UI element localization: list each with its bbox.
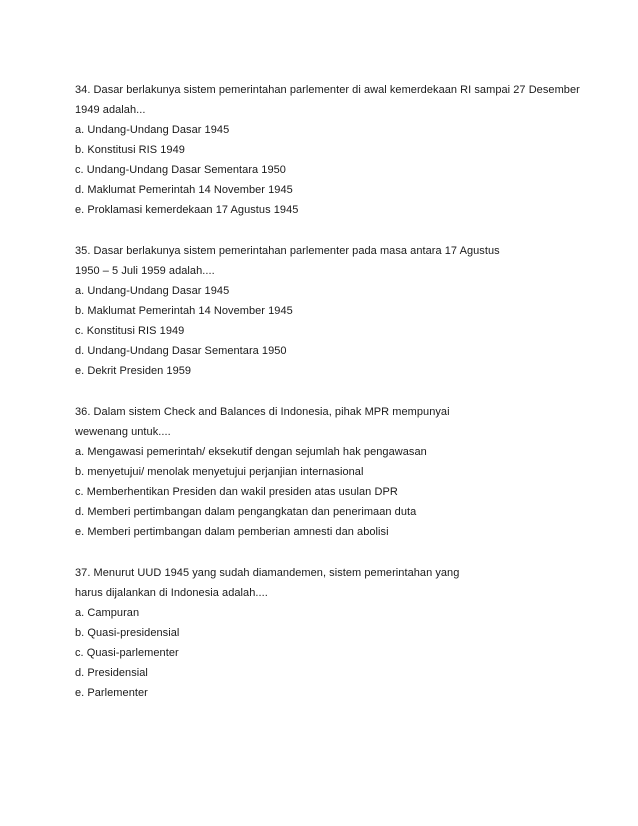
answer-option-b: b. menyetujui/ menolak menyetujui perjanjian internasional xyxy=(75,466,364,478)
answer-option-e: e. Memberi pertimbangan dalam pemberian amnesti dan abolisi xyxy=(75,526,389,538)
question-stem-line: 34. Dasar berlakunya sistem pemerintahan parlementer di awal kemerdekaan RI sampai 27 Desember xyxy=(75,84,580,96)
answer-option-b: b. Konstitusi RIS 1949 xyxy=(75,144,185,156)
answer-option-d: d. Maklumat Pemerintah 14 November 1945 xyxy=(75,184,293,196)
question-37 xyxy=(75,563,575,703)
question-stem-line: 37. Menurut UUD 1945 yang sudah diamandemen, sistem pemerintahan yang xyxy=(75,567,460,579)
answer-option-e: e. Dekrit Presiden 1959 xyxy=(75,365,192,377)
answer-option-c: c. Konstitusi RIS 1949 xyxy=(75,325,185,337)
answer-option-d: d. Presidensial xyxy=(75,667,148,679)
answer-option-a: a. Mengawasi pemerintah/ eksekutif dengan sejumlah hak pengawasan xyxy=(75,446,427,458)
answer-option-a: a. Campuran xyxy=(75,607,140,619)
answer-option-e: e. Proklamasi kemerdekaan 17 Agustus 1945 xyxy=(75,204,299,216)
answer-option-c: c. Memberhentikan Presiden dan wakil presiden atas usulan DPR xyxy=(75,486,398,498)
question-stem-line: 35. Dasar berlakunya sistem pemerintahan parlementer pada masa antara 17 Agustus xyxy=(75,245,500,257)
answer-option-b: b. Quasi-presidensial xyxy=(75,627,180,639)
answer-option-c: c. Undang-Undang Dasar Sementara 1950 xyxy=(75,164,286,176)
question-36 xyxy=(75,402,575,542)
question-stem-line: 1950 – 5 Juli 1959 adalah.... xyxy=(75,265,215,277)
answer-option-d: d. Undang-Undang Dasar Sementara 1950 xyxy=(75,345,287,357)
answer-option-a: a. Undang-Undang Dasar 1945 xyxy=(75,124,230,136)
question-stem-line: 1949 adalah... xyxy=(75,104,146,116)
question-stem-line: harus dijalankan di Indonesia adalah.... xyxy=(75,587,268,599)
answer-option-d: d. Memberi pertimbangan dalam pengangkatan dan penerimaan duta xyxy=(75,506,417,518)
answer-option-e: e. Parlementer xyxy=(75,687,148,699)
answer-option-a: a. Undang-Undang Dasar 1945 xyxy=(75,285,230,297)
question-34 xyxy=(75,80,580,220)
question-stem-line: wewenang untuk.... xyxy=(75,426,171,438)
answer-option-b: b. Maklumat Pemerintah 14 November 1945 xyxy=(75,305,293,317)
answer-option-c: c. Quasi-parlementer xyxy=(75,647,179,659)
question-stem-line: 36. Dalam sistem Check and Balances di Indonesia, pihak MPR mempunyai xyxy=(75,406,450,418)
question-35 xyxy=(75,241,575,381)
